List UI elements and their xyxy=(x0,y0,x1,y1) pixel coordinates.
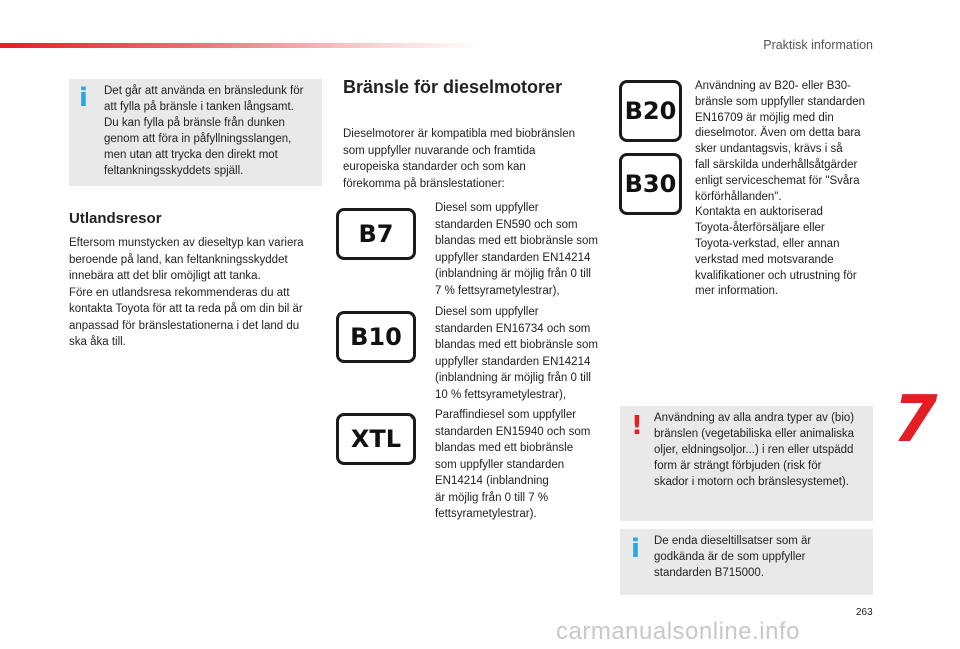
fuel-item-b10-text: Diesel som uppfyller standarden EN16734 och som blandas med ett biobränsle som uppfyller standarden EN14214 (inblandning är möjlig från 0 till 10 % fettsyrametylestrar), xyxy=(435,306,599,401)
fuel-badge-b20: B20 xyxy=(619,80,682,142)
abroad-text: Eftersom munstycken av dieseltyp kan variera beroende på land, kan feltankningsskyddet innebära att det blir omöjligt att tanka. Före en utlandsresa rekommenderas du att kontakta Toyota för att ta reda på om din bil är anpassad för bränslestationerna i det land du ska åka till. xyxy=(69,237,304,348)
list-dash: - xyxy=(410,307,414,321)
fuel-item-b7-text: Diesel som uppfyller standarden EN590 och som blandas med ett biobränsle som uppfyller standarden EN14214 (inblandning är möjlig från 0 till 7 % fettsyrametylestrar), xyxy=(435,202,599,297)
info-icon: i xyxy=(79,83,88,113)
abroad-heading: Utlandsresor xyxy=(69,210,162,227)
fuel-badge-b30: B30 xyxy=(619,153,682,215)
info-box-text: De enda dieseltillsatser som är godkända är de som uppfyller standarden B715000. xyxy=(654,535,812,579)
header-accent-bar xyxy=(0,43,480,48)
page-number: 263 xyxy=(856,607,873,618)
warning-icon: ! xyxy=(631,411,643,441)
fuel-badge-xtl: XTL xyxy=(336,413,416,465)
info-box-text: Det går att använda en bränsledunk för att fylla på bränsle i tanken långsamt. Du kan fylla på bränsle från dunken genom att föra in påfyllningsslangen, men utan att trycka den direkt mot feltankningsskyddets spjäll. xyxy=(104,85,304,177)
fuel-badge-b7: B7 xyxy=(336,208,416,260)
warning-text: Användning av alla andra typer av (bio) bränslen (vegetabiliska eller animaliska oljer, eldningsoljor...) i ren eller utspädd form är strängt förbjuden (risk för skador i motorn och bränslesystemet). xyxy=(654,412,855,488)
info-box-fuel-can xyxy=(69,79,322,186)
info-icon: i xyxy=(631,534,640,564)
chapter-number: 7 xyxy=(893,383,938,457)
section-title: Praktisk information xyxy=(763,38,873,52)
diesel-heading: Bränsle för dieselmotorer xyxy=(343,77,563,97)
fuel-item-xtl-text: Paraffindiesel som uppfyller standarden EN15940 och som blandas med ett biobränsle som uppfyller standarden EN14214 (inblandning är möjlig från 0 till 7 % fettsyrametylestrar). xyxy=(435,409,591,520)
info-box-additives xyxy=(620,529,873,595)
diesel-intro: Dieselmotorer är kompatibla med biobränslen som uppfyller nuvarande och framtida europeiska standarder och som kan förekomma på bränslestationer: xyxy=(343,128,576,190)
b20-b30-text: Användning av B20- eller B30- bränsle som uppfyller standarden EN16709 är möjlig med din dieselmotor. Även om detta bara sker undantagsvis, krävs i så fall särskilda underhållsåtgärder enligt serviceschemat för "Svåra körförhållanden". Kontakta en auktoriserad Toyota-återförsäljare eller Toyota-verkstad, eller annan verkstad med motsvarande kvalifikationer och utrustning för mer information. xyxy=(695,80,866,298)
watermark: carmanualsonline.info xyxy=(556,618,800,645)
warning-box xyxy=(620,406,873,521)
list-dash: - xyxy=(410,410,414,424)
list-dash: - xyxy=(410,203,414,217)
fuel-badge-b10: B10 xyxy=(336,311,416,363)
